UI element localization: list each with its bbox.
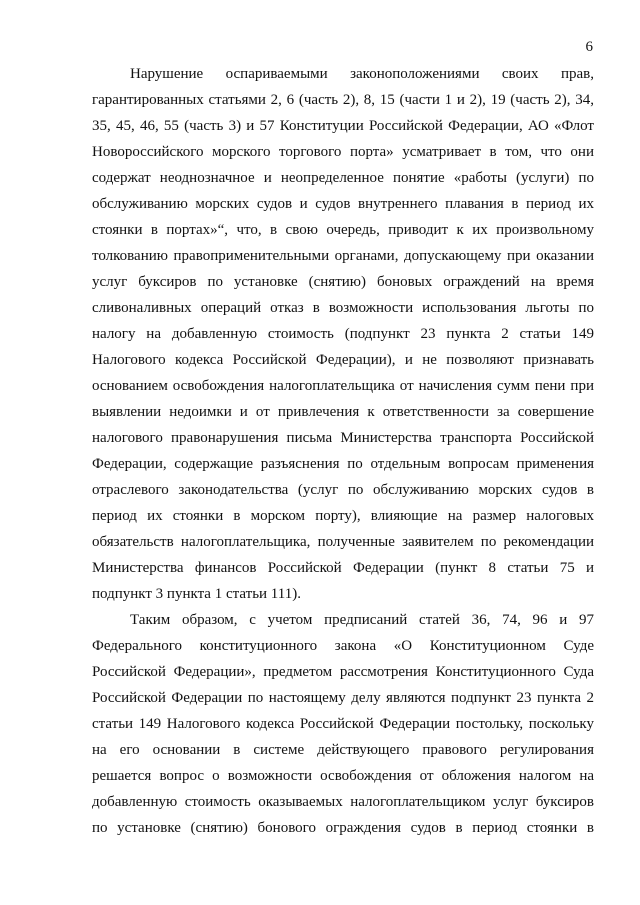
text-line: Новороссийского морского торгового порта» усматривает в том, что они bbox=[92, 144, 594, 160]
text-line: выявлении недоимки и от привлечения к ответственности за совершение bbox=[92, 404, 594, 420]
page-number: 6 bbox=[585, 39, 593, 55]
text-line: содержат неоднозначное и неопределенное понятие «работы (услуги) по bbox=[92, 170, 594, 186]
text-line: обязательств налогоплательщика, полученные заявителем по рекомендации bbox=[92, 534, 594, 550]
text-line: основанием освобождения налогоплательщика от начисления сумм пени при bbox=[92, 378, 594, 394]
text-line: период их стоянки в морском порту), влияющие на размер налоговых bbox=[92, 508, 594, 524]
text-line: 35, 45, 46, 55 (часть 3) и 57 Конституции Российской Федерации, АО «Флот bbox=[92, 118, 594, 134]
text-line: стоянки в портах»“, что, в свою очередь, приводит к их произвольному bbox=[92, 222, 594, 238]
text-line: добавленную стоимость оказываемых налогоплательщиком услуг буксиров bbox=[92, 794, 594, 810]
text-line: Российской Федерации по настоящему делу являются подпункт 23 пункта 2 bbox=[92, 690, 594, 706]
text-line: гарантированных статьями 2, 6 (часть 2), 8, 15 (части 1 и 2), 19 (часть 2), 34, bbox=[92, 92, 594, 108]
text-line: по установке (снятию) бонового ограждения судов в период стоянки в bbox=[92, 820, 594, 836]
text-line: Федерации, содержащие разъяснения по отдельным вопросам применения bbox=[92, 456, 594, 472]
text-line: Министерства финансов Российской Федерации (пункт 8 статьи 75 и bbox=[92, 560, 594, 576]
text-line: обслуживанию морских судов и судов внутреннего плавания в период их bbox=[92, 196, 594, 212]
text-line: Российской Федерации», предметом рассмотрения Конституционного Суда bbox=[92, 664, 594, 680]
text-line: Таким образом, с учетом предписаний статей 36, 74, 96 и 97 bbox=[130, 612, 594, 628]
document-body bbox=[92, 61, 594, 841]
text-line: на его основании в системе действующего правового регулирования bbox=[92, 742, 594, 758]
paragraph bbox=[92, 607, 594, 841]
text-line: Федерального конституционного закона «О Конституционном Суде bbox=[92, 638, 594, 654]
text-line: Нарушение оспариваемыми законоположениями своих прав, bbox=[130, 66, 594, 82]
text-line: подпункт 3 пункта 1 статьи 111). bbox=[92, 586, 301, 602]
text-line: решается вопрос о возможности освобождения от обложения налогом на bbox=[92, 768, 594, 784]
text-line: услуг буксиров по установке (снятию) боновых ограждений на время bbox=[92, 274, 594, 290]
text-line: налогу на добавленную стоимость (подпункт 23 пункта 2 статьи 149 bbox=[92, 326, 594, 342]
paragraph bbox=[92, 61, 594, 607]
text-line: толкованию правоприменительными органами, допускающему при оказании bbox=[92, 248, 594, 264]
text-line: налогового правонарушения письма Министерства транспорта Российской bbox=[92, 430, 594, 446]
text-line: Налогового кодекса Российской Федерации), и не позволяют признавать bbox=[92, 352, 594, 368]
text-line: сливоналивных операций отказ в возможности использования льготы по bbox=[92, 300, 594, 316]
text-line: статьи 149 Налогового кодекса Российской Федерации постольку, поскольку bbox=[92, 716, 594, 732]
text-line: отраслевого законодательства (услуг по обслуживанию морских судов в bbox=[92, 482, 594, 498]
